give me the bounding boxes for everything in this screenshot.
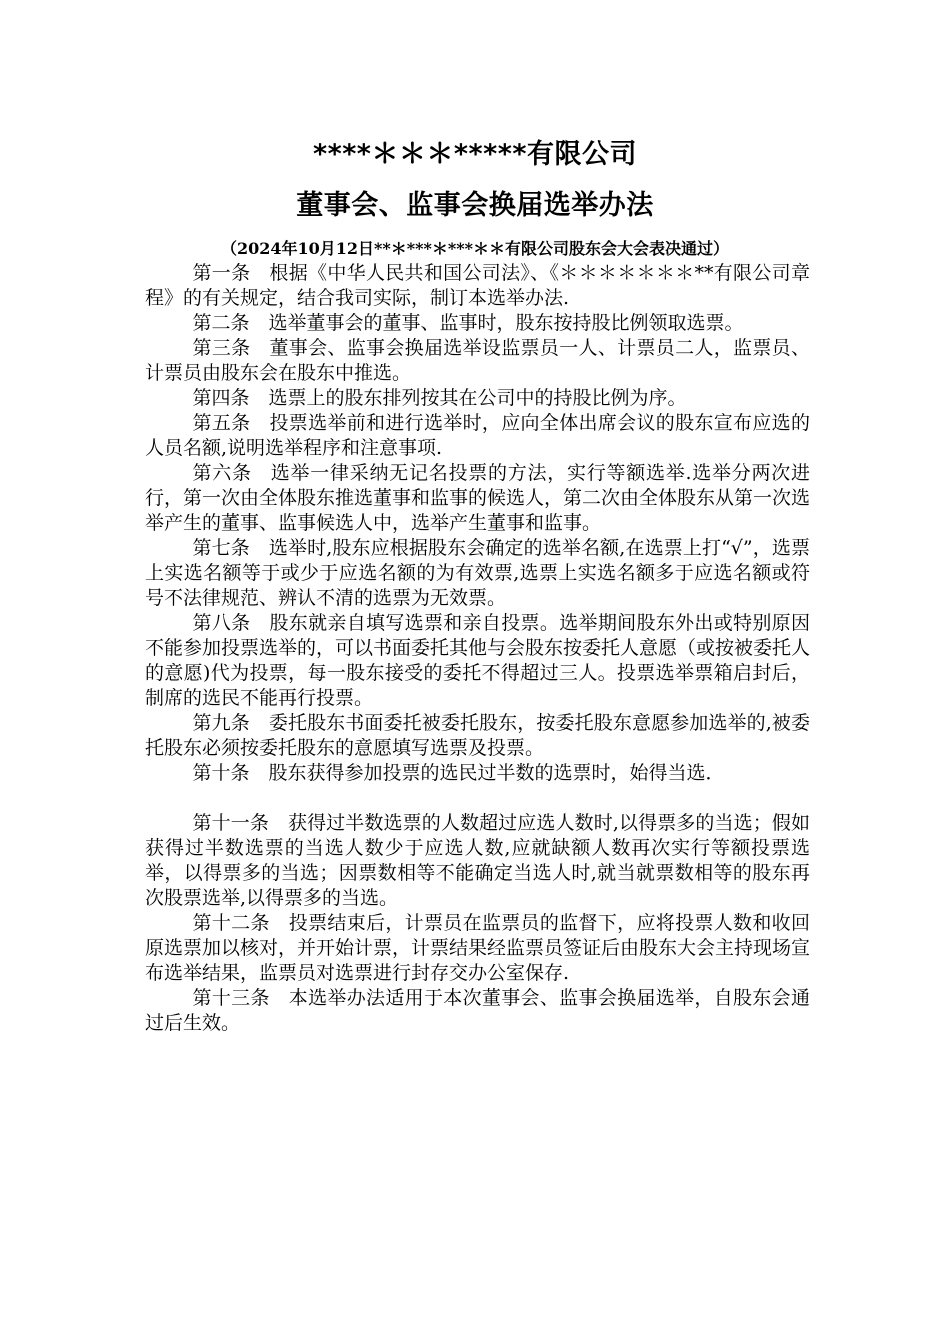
article-text: 股东就亲自填写选票和亲自投票。选举期间股东外出或特别原因不能参加投票选举的，可以书面委托其他与会股东按委托人意愿（或按被委托人的意愿)代为投票，每一股东接受的委托不得超过三人。投票选举票箱启封后，制席的选民不能再行投票。 — [145, 612, 811, 709]
article-text: 投票结束后，计票员在监票员的监督下，应将投票人数和收回原选票加以核对，并开始计票，计票结果经监票员签证后由股东大会主持现场宣布选举结果，监票员对选票进行封存交办公室保存. — [145, 912, 811, 984]
article-7 — [145, 536, 810, 611]
article-6 — [145, 461, 810, 536]
article-10 — [145, 761, 810, 786]
article-label: 第六条 — [192, 462, 252, 484]
document-title-company: ****＊＊＊*****有限公司 — [312, 139, 638, 170]
document-subtitle: （2024年10月12日**＊***＊***＊＊有限公司股东会大会表决通过） — [220, 239, 729, 258]
paragraph-spacer — [145, 786, 810, 811]
article-11 — [145, 811, 810, 911]
article-text: 本选举办法适用于本次董事会、监事会换届选举，自股东会通过后生效。 — [145, 987, 810, 1034]
article-label: 第七条 — [192, 537, 250, 559]
article-1 — [145, 261, 810, 311]
article-label: 第四条 — [192, 387, 250, 409]
article-label: 第一条 — [192, 262, 251, 284]
article-label: 第十一条 — [192, 812, 269, 834]
article-13 — [145, 986, 810, 1036]
article-2 — [145, 311, 810, 336]
article-label: 第五条 — [192, 412, 251, 434]
document-body — [145, 261, 810, 1036]
article-4 — [145, 386, 810, 411]
article-text: 董事会、监事会换届选举设监票员一人、计票员二人，监票员、计票员由股东会在股东中推选。 — [145, 337, 810, 384]
article-text: 获得过半数选票的人数超过应选人数时,以得票多的当选；假如获得过半数选票的当选人数少于应选人数,应就缺额人数再次实行等额投票选举，以得票多的当选；因票数相等不能确定当选人时,就当就票数相等的股东再次股票选举,以得票多的当选。 — [145, 812, 810, 909]
article-9 — [145, 711, 810, 761]
article-text: 选举时,股东应根据股东会确定的选举名额,在选票上打“√”，选票上实选名额等于或少于应选名额的为有效票,选票上实选名额多于应选名额或符号不法律规范、辨认不清的选票为无效票。 — [145, 537, 810, 609]
article-label: 第九条 — [192, 712, 250, 734]
article-text: 委托股东书面委托被委托股东，按委托股东意愿参加选举的,被委托股东必须按委托股东的意愿填写选票及投票。 — [145, 712, 810, 759]
article-label: 第十三条 — [192, 987, 270, 1009]
article-text: 选举一律采纳无记名投票的方法，实行等额选举.选举分两次进行，第一次由全体股东推选董事和监事的候选人，第二次由全体股东从第一次选举产生的董事、监事候选人中，选举产生董事和监事。 — [145, 462, 811, 534]
article-text: 选票上的股东排列按其在公司中的持股比例为序。 — [268, 387, 687, 409]
article-text: 股东获得参加投票的选民过半数的选票时，始得当选． — [268, 762, 725, 784]
article-label: 第三条 — [192, 337, 251, 359]
article-label: 第二条 — [192, 312, 250, 334]
article-text: 选举董事会的董事、监事时，股东按持股比例领取选票。 — [268, 312, 744, 334]
article-text: 投票选举前和进行选举时，应向全体出席会议的股东宣布应选的人员名额,说明选举程序和注意事项. — [145, 412, 810, 459]
article-5 — [145, 411, 810, 461]
document-title-main: 董事会、监事会换届选举办法 — [296, 190, 654, 221]
article-12 — [145, 911, 810, 986]
article-3 — [145, 336, 810, 386]
article-label: 第十条 — [192, 762, 250, 784]
article-8 — [145, 611, 810, 711]
article-label: 第十二条 — [192, 912, 270, 934]
article-text: 根据《中华人民共和国公司法》、《＊＊＊＊＊＊＊**有限公司章程》的有关规定，结合我司实际，制订本选举办法. — [145, 262, 810, 309]
article-label: 第八条 — [192, 612, 251, 634]
